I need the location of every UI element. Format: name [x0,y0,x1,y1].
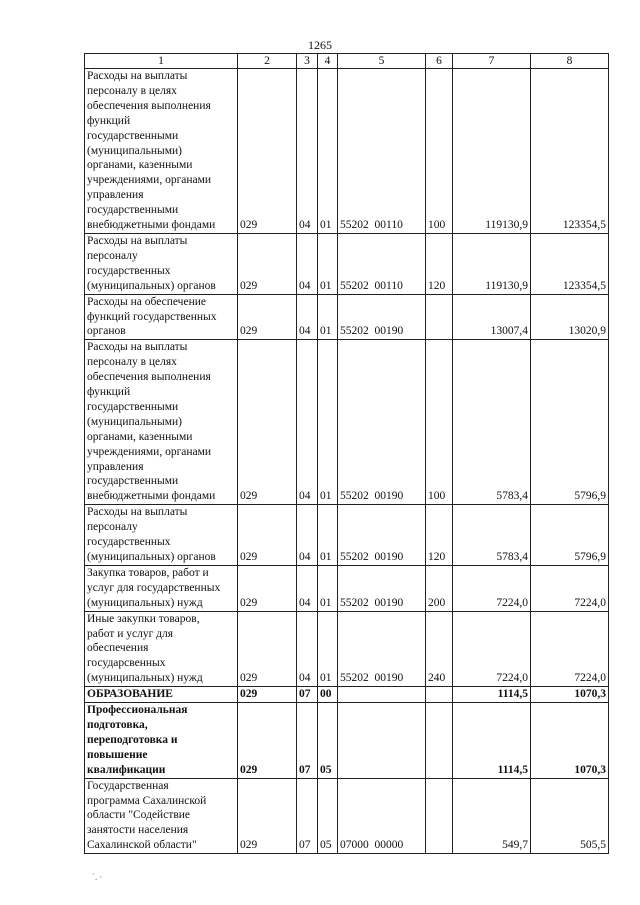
amount-year-2: 13020,9 [531,294,609,340]
header-cell-5: 5 [338,54,426,69]
expense-type-code [426,778,453,854]
amount-year-2: 1070,3 [531,687,609,703]
target-article-code: 55202 00190 [338,294,426,340]
amount-year-1: 5783,4 [453,340,531,505]
table-row [85,340,609,505]
subsection-code: 01 [318,69,338,234]
amount-year-2: 5796,9 [531,340,609,505]
section-code: 07 [297,778,318,854]
amount-year-1: 7224,0 [453,611,531,687]
table-row [85,294,609,340]
amount-year-2: 7224,0 [531,565,609,611]
ministry-code: 029 [238,69,297,234]
expense-description: ОБРАЗОВАНИЕ [85,687,238,703]
ministry-code: 029 [238,703,297,779]
section-code: 04 [297,69,318,234]
amount-year-2: 123354,5 [531,233,609,294]
table-row [85,703,609,779]
ministry-code: 029 [238,611,297,687]
amount-year-1: 13007,4 [453,294,531,340]
amount-year-2: 1070,3 [531,703,609,779]
amount-year-2: 5796,9 [531,505,609,566]
section-code: 07 [297,687,318,703]
expense-type-code [426,687,453,703]
expense-type-code: 100 [426,69,453,234]
expense-type-code: 120 [426,505,453,566]
amount-year-1: 549,7 [453,778,531,854]
section-code: 04 [297,294,318,340]
subsection-code: 01 [318,505,338,566]
section-code: 04 [297,233,318,294]
expense-description: Профессиональная подготовка, переподготовка и повышение квалификации [85,703,238,779]
page-number: 1265 [308,38,332,52]
amount-year-1: 7224,0 [453,565,531,611]
expense-description: Расходы на обеспечение функций государственных органов [85,294,238,340]
table-row [85,69,609,234]
amount-year-1: 119130,9 [453,233,531,294]
subsection-code: 01 [318,565,338,611]
target-article-code: 55202 00190 [338,505,426,566]
subsection-code: 05 [318,778,338,854]
subsection-code: 01 [318,294,338,340]
section-code: 04 [297,340,318,505]
table-row [85,233,609,294]
expense-type-code: 240 [426,611,453,687]
table-body [85,69,609,854]
expense-description: Расходы на выплаты персоналу государственных (муниципальных) органов [85,233,238,294]
scan-speck: `. · [92,872,103,882]
header-cell-1: 1 [85,54,238,69]
section-code: 07 [297,703,318,779]
section-code: 04 [297,505,318,566]
subsection-code: 01 [318,611,338,687]
target-article-code: 55202 00190 [338,611,426,687]
target-article-code [338,703,426,779]
expense-description: Расходы на выплаты персоналу в целях обеспечения выполнения функций государственными (муниципальными) органами, казенными учреждениями, органами управления государственными внебюджетными фондами [85,340,238,505]
table-header [85,54,609,69]
ministry-code: 029 [238,565,297,611]
header-cell-7: 7 [453,54,531,69]
header-cell-3: 3 [297,54,318,69]
target-article-code [338,687,426,703]
subsection-code: 05 [318,703,338,779]
target-article-code: 55202 00190 [338,565,426,611]
header-cell-2: 2 [238,54,297,69]
header-cell-6: 6 [426,54,453,69]
subsection-code: 00 [318,687,338,703]
section-code: 04 [297,611,318,687]
table-row [85,611,609,687]
subsection-code: 01 [318,233,338,294]
amount-year-2: 7224,0 [531,611,609,687]
expense-type-code [426,294,453,340]
ministry-code: 029 [238,778,297,854]
table-row [85,565,609,611]
expense-type-code: 120 [426,233,453,294]
expense-description: Иные закупки товаров, работ и услуг для обеспечения государсвенных (муниципальных) нужд [85,611,238,687]
target-article-code: 55202 00190 [338,340,426,505]
expense-description: Расходы на выплаты персоналу государственных (муниципальных) органов [85,505,238,566]
ministry-code: 029 [238,340,297,505]
ministry-code: 029 [238,505,297,566]
section-code: 04 [297,565,318,611]
expense-type-code [426,703,453,779]
amount-year-2: 123354,5 [531,69,609,234]
expense-description: Расходы на выплаты персоналу в целях обеспечения выполнения функций государственными (муниципальными) органами, казенными учреждениями, органами управления государственными внебюджетными фондами [85,69,238,234]
header-row [85,54,609,69]
ministry-code: 029 [238,687,297,703]
budget-table [84,53,609,854]
table-row [85,687,609,703]
amount-year-1: 1114,5 [453,703,531,779]
header-cell-8: 8 [531,54,609,69]
table-row [85,778,609,854]
subsection-code: 01 [318,340,338,505]
table-row [85,505,609,566]
ministry-code: 029 [238,294,297,340]
target-article-code: 07000 00000 [338,778,426,854]
header-cell-4: 4 [318,54,338,69]
target-article-code: 55202 00110 [338,69,426,234]
amount-year-2: 505,5 [531,778,609,854]
ministry-code: 029 [238,233,297,294]
target-article-code: 55202 00110 [338,233,426,294]
expense-type-code: 100 [426,340,453,505]
expense-description: Государственная программа Сахалинской области "Содействие занятости населения Сахалинской области" [85,778,238,854]
amount-year-1: 5783,4 [453,505,531,566]
amount-year-1: 119130,9 [453,69,531,234]
expense-description: Закупка товаров, работ и услуг для государственных (муниципальных) нужд [85,565,238,611]
amount-year-1: 1114,5 [453,687,531,703]
expense-type-code: 200 [426,565,453,611]
